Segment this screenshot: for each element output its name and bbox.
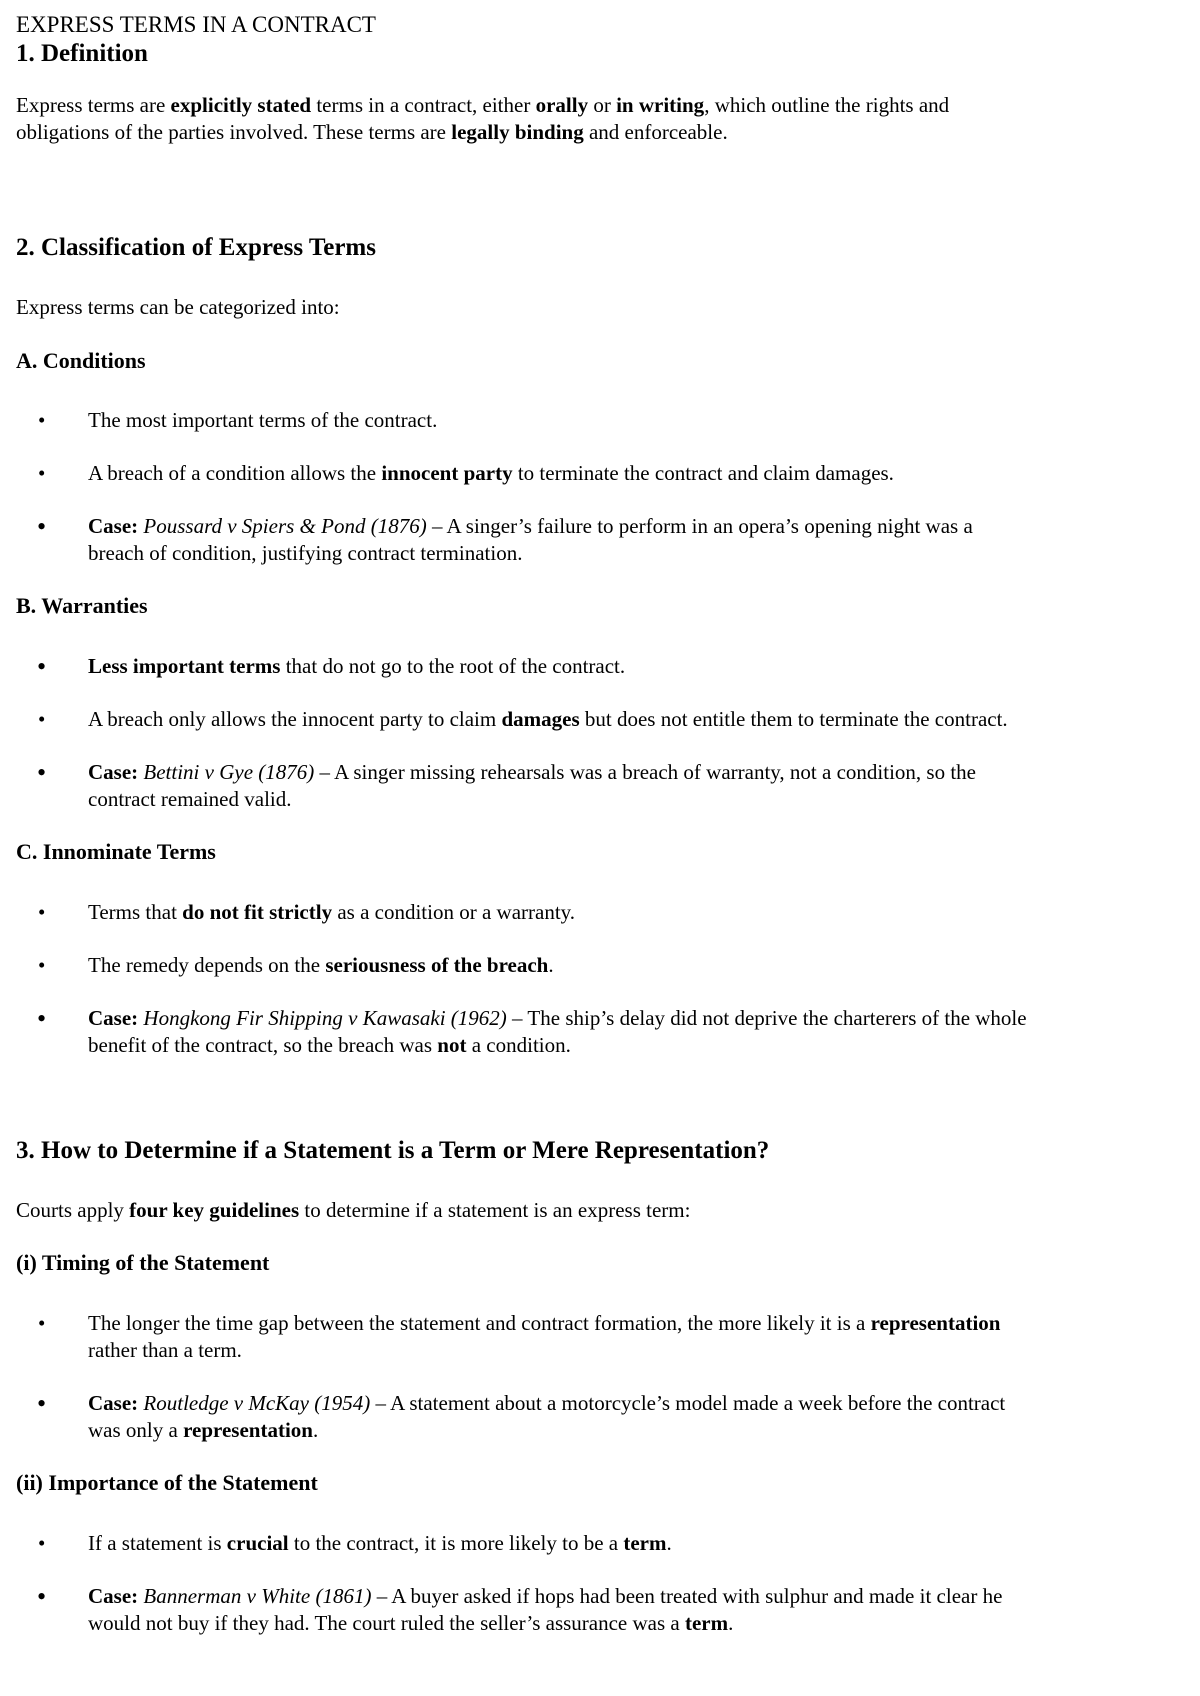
bullet-mark: • (37, 758, 47, 787)
section-1-heading: 1. Definition (16, 40, 148, 67)
bullet-mark: • (37, 1004, 47, 1033)
conditions-bullet-2: A breach of a condition allows the innocent party to terminate the contract and claim damages. (88, 461, 894, 485)
innominate-bullet-1: Terms that do not fit strictly as a condition or a warranty. (88, 900, 576, 924)
importance-heading: (ii) Importance of the Statement (16, 1470, 318, 1495)
bullet-mark: • (37, 1582, 47, 1611)
timing-bullet-1-line-2: rather than a term. (88, 1338, 242, 1362)
definition-line-1: Express terms are explicitly stated terms in a contract, either orally or in writing, which outline the rights and (16, 93, 950, 117)
innominate-bullet-2: The remedy depends on the seriousness of the breach. (88, 953, 554, 977)
warranties-heading: B. Warranties (16, 593, 148, 618)
bullet-mark: • (37, 512, 47, 541)
definition-line-2: obligations of the parties involved. These terms are legally binding and enforceable. (16, 120, 728, 144)
bullet-mark: • (38, 408, 46, 432)
bullet-mark: • (37, 652, 47, 681)
conditions-heading: A. Conditions (16, 348, 146, 373)
innominate-case-line-2: benefit of the contract, so the breach was not a condition. (88, 1033, 571, 1057)
bullet-mark: • (38, 953, 46, 977)
bullet-mark: • (38, 707, 46, 731)
warranties-case-line-2: contract remained valid. (88, 787, 292, 811)
bullet-mark: • (38, 900, 46, 924)
timing-case-line-2: was only a representation. (88, 1418, 319, 1442)
warranties-bullet-2: A breach only allows the innocent party to claim damages but does not entitle them to terminate the contract. (88, 707, 1008, 731)
conditions-case-line-1: Case: Poussard v Spiers & Pond (1876) – A singer’s failure to perform in an opera’s opening night was a (88, 514, 973, 538)
timing-heading: (i) Timing of the Statement (16, 1250, 270, 1275)
importance-case-line-1: Case: Bannerman v White (1861) – A buyer asked if hops had been treated with sulphur and made it clear he (88, 1584, 1003, 1608)
timing-bullet-1-line-1: The longer the time gap between the statement and contract formation, the more likely it is a representation (88, 1311, 1001, 1335)
section-2-intro: Express terms can be categorized into: (16, 295, 340, 319)
document-title: EXPRESS TERMS IN A CONTRACT (16, 12, 376, 37)
bullet-mark: • (38, 1531, 46, 1555)
bullet-mark: • (38, 461, 46, 485)
importance-bullet-1: If a statement is crucial to the contract, it is more likely to be a term. (88, 1531, 672, 1555)
bullet-mark: • (38, 1311, 46, 1335)
section-3-intro: Courts apply four key guidelines to determine if a statement is an express term: (16, 1198, 691, 1222)
section-3-heading: 3. How to Determine if a Statement is a Term or Mere Representation? (16, 1137, 770, 1164)
bullet-mark: • (37, 1389, 47, 1418)
section-2-heading: 2. Classification of Express Terms (16, 234, 376, 261)
conditions-bullet-1: The most important terms of the contract. (88, 408, 438, 432)
warranties-case-line-1: Case: Bettini v Gye (1876) – A singer missing rehearsals was a breach of warranty, not a condition, so the (88, 760, 976, 784)
importance-case-line-2: would not buy if they had. The court ruled the seller’s assurance was a term. (88, 1611, 734, 1635)
conditions-case-line-2: breach of condition, justifying contract termination. (88, 541, 523, 565)
warranties-bullet-1: Less important terms that do not go to the root of the contract. (88, 654, 626, 678)
innominate-heading: C. Innominate Terms (16, 839, 216, 864)
innominate-case-line-1: Case: Hongkong Fir Shipping v Kawasaki (1962) – The ship’s delay did not deprive the charterers of the whole (88, 1006, 1027, 1030)
timing-case-line-1: Case: Routledge v McKay (1954) – A statement about a motorcycle’s model made a week before the contract (88, 1391, 1006, 1415)
